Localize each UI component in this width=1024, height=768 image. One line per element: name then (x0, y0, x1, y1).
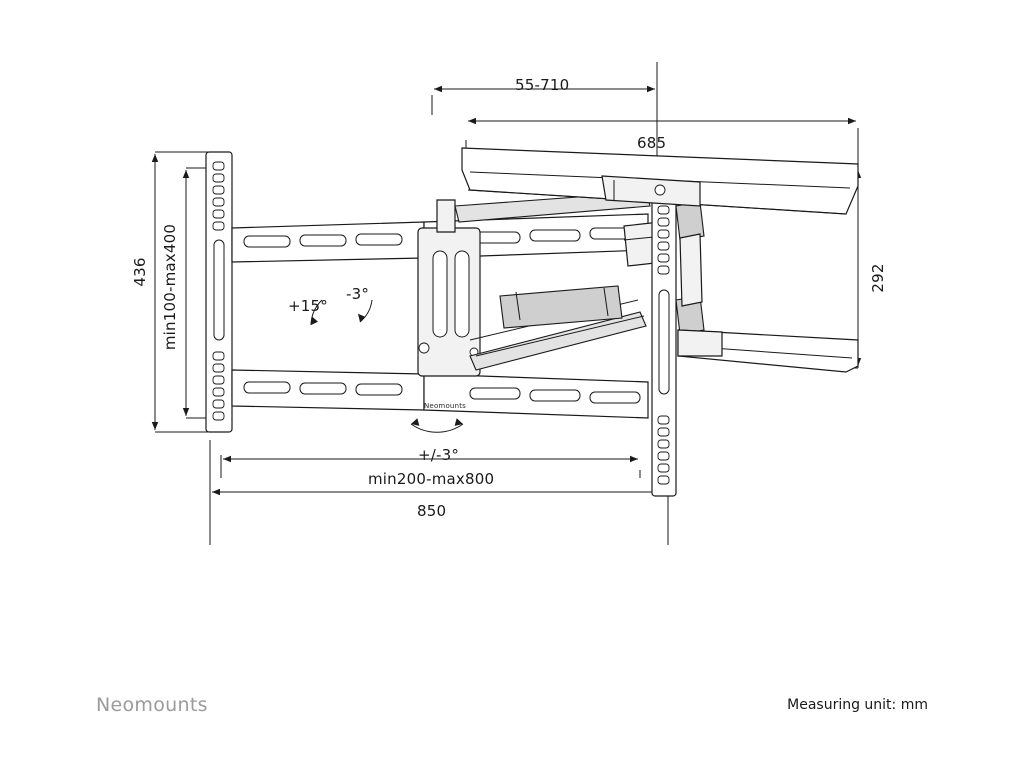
dimension-label-depth-range: 55-710 (515, 76, 570, 94)
dimension-label-height-overall: 436 (131, 257, 149, 287)
dimension-label-tilt-down: -3° (346, 285, 370, 303)
product-logo-etch: Neomounts (424, 402, 466, 410)
dimension-label-tilt-up: +15° (288, 297, 328, 315)
dimension-label-bracket-height: 292 (869, 263, 887, 293)
bottom-display-rail (678, 330, 858, 372)
dimension-label-vesa-width-range: min200-max800 (368, 470, 495, 488)
brand-wordmark: Neomounts (96, 694, 208, 716)
dimension-label-vesa-height-range: min100-max400 (161, 223, 179, 351)
dimension-label-rotation: +/-3° (418, 446, 460, 464)
dimension-label-width-overall: 850 (417, 502, 447, 520)
measuring-unit-note: Measuring unit: mm (787, 697, 928, 713)
wall-plate (206, 152, 424, 432)
dimension-label-arm-extension: 685 (637, 134, 667, 152)
